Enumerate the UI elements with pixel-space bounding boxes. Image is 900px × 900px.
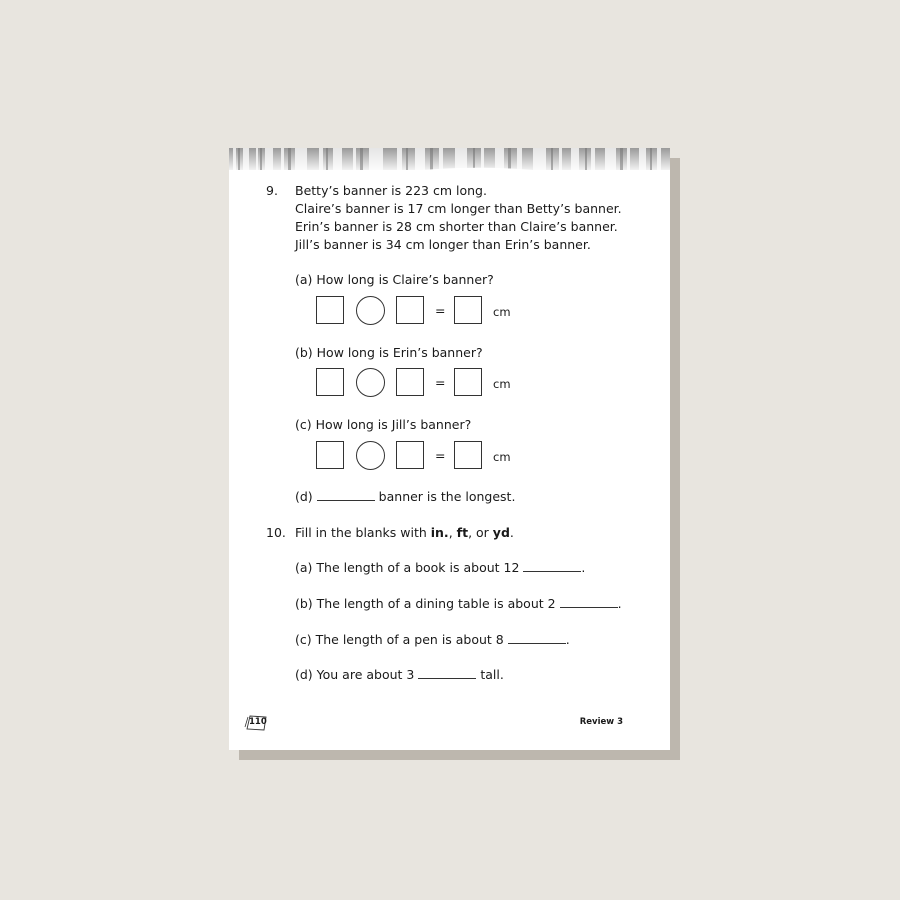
q10b-text: (b) The length of a dining table is about 2 — [295, 596, 556, 611]
q9c-result-box[interactable] — [454, 441, 482, 469]
q9b-answer-box-2[interactable] — [396, 368, 424, 396]
q9a-unit: cm — [493, 305, 511, 319]
q9c-answer-box-1[interactable] — [316, 441, 344, 469]
q10-prompt-end: . — [509, 525, 514, 540]
q9a-equals-sign: = — [435, 303, 446, 318]
q9-statement-2: Claire’s banner is 17 cm longer than Betty’s banner. — [295, 201, 622, 216]
q9c-unit: cm — [493, 450, 511, 464]
q10a-question — [295, 559, 585, 577]
decorative-header-strip — [229, 148, 670, 182]
page-number: 110 — [249, 717, 267, 727]
q9c-answer-box-2[interactable] — [396, 441, 424, 469]
q10a-text: (a) The length of a book is about 12 — [295, 560, 520, 575]
q9c-question: (c) How long is Jill’s banner? — [295, 417, 472, 432]
q10a-period: . — [581, 560, 586, 575]
q10-prompt-text: Fill in the blanks with — [295, 525, 427, 540]
q9b-equals-sign: = — [435, 375, 446, 390]
question-9-number: 9. — [266, 183, 278, 198]
q10b-question — [295, 595, 622, 613]
question-10-number: 10. — [266, 525, 286, 540]
q9b-answer-box-1[interactable] — [316, 368, 344, 396]
q9a-result-box[interactable] — [454, 296, 482, 324]
q9-statement-3: Erin’s banner is 28 cm shorter than Claire’s banner. — [295, 219, 618, 234]
q10-separator-2: , or — [468, 525, 489, 540]
q9-statement-4: Jill’s banner is 34 cm longer than Erin’s banner. — [295, 237, 591, 252]
q10d-suffix: tall. — [480, 667, 504, 682]
q10a-answer-blank[interactable] — [523, 559, 581, 572]
q9-statement-1: Betty’s banner is 223 cm long. — [295, 183, 487, 198]
worksheet-page — [229, 148, 670, 750]
q10b-period: . — [617, 596, 622, 611]
q10c-text: (c) The length of a pen is about 8 — [295, 632, 504, 647]
q10-prompt — [295, 524, 514, 542]
q9c-operator-circle[interactable] — [356, 441, 385, 470]
q9d-text: banner is the longest. — [378, 489, 516, 504]
q9d-answer-blank[interactable] — [317, 488, 375, 501]
q9c-equals-sign: = — [435, 448, 446, 463]
q9b-question: (b) How long is Erin’s banner? — [295, 345, 483, 360]
q10b-answer-blank[interactable] — [560, 595, 618, 608]
section-title: Review 3 — [579, 717, 623, 727]
q10-option-feet: ft — [456, 525, 469, 540]
q9b-result-box[interactable] — [454, 368, 482, 396]
q9b-unit: cm — [493, 377, 511, 391]
q9b-operator-circle[interactable] — [356, 368, 385, 397]
q10c-period: . — [565, 632, 570, 647]
q10d-question — [295, 666, 504, 684]
q10-option-inches: in. — [430, 525, 449, 540]
q10d-text: (d) You are about 3 — [295, 667, 415, 682]
q10d-answer-blank[interactable] — [418, 666, 476, 679]
q9d-question — [295, 488, 515, 506]
q9a-question: (a) How long is Claire’s banner? — [295, 272, 494, 287]
q10-separator-1: , — [448, 525, 453, 540]
q9a-answer-box-2[interactable] — [396, 296, 424, 324]
q10c-question — [295, 631, 570, 649]
q9a-answer-box-1[interactable] — [316, 296, 344, 324]
q10-option-yards: yd — [492, 525, 510, 540]
q10c-answer-blank[interactable] — [508, 631, 566, 644]
q9a-operator-circle[interactable] — [356, 296, 385, 325]
q9d-label: (d) — [295, 489, 313, 504]
page-number-badge — [243, 714, 269, 732]
